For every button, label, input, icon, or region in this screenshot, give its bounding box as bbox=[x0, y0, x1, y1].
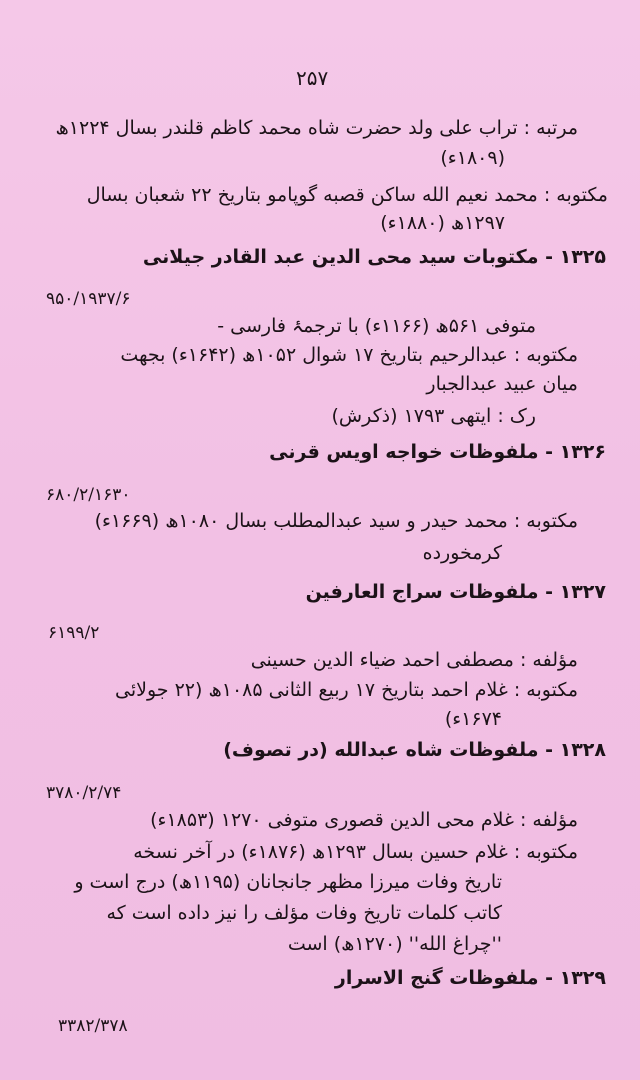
entry-1325-line-4: رک : ایتهی ۱۷۹۳ (ذکرش) bbox=[331, 405, 536, 427]
entry-1327-title: ۱۳۲۷ - ملفوظات سراج العارفین bbox=[305, 581, 606, 603]
entry-1327-line-3: ۱۶۷۴ء) bbox=[444, 708, 502, 730]
copyist-line-1: مرتبه : تراب علی ولد حضرت شاه محمد کاظم قلندر بسال ۱۲۲۴ھ bbox=[55, 117, 578, 139]
entry-1328-line-2: مکتوبه : غلام حسین بسال ۱۲۹۳ھ (۱۸۷۶ء) در آخر نسخه bbox=[133, 841, 578, 863]
entry-1328-accession: ۳۷۸۰/۲/۷۴ bbox=[46, 783, 122, 803]
entry-1328-line-3: تاریخ وفات میرزا مظهر جانجانان (۱۱۹۵ھ) درج است و bbox=[74, 871, 502, 893]
entry-1327-line-2: مکتوبه : غلام احمد بتاریخ ۱۷ ربیع الثانی ۱۰۸۵ھ (۲۲ جولائی bbox=[115, 679, 578, 701]
entry-1329-accession: ۳۳۸۲/۳۷۸ bbox=[58, 1016, 128, 1036]
copyist-line-2: (۱۸۰۹ء) bbox=[440, 147, 505, 169]
entry-1327-accession: ۶۱۹۹/۲ bbox=[48, 623, 100, 643]
entry-1328-title: ۱۳۲۸ - ملفوظات شاه عبدالله (در تصوف) bbox=[223, 739, 606, 761]
scribe-line-2: ۱۲۹۷ھ (۱۸۸۰ء) bbox=[380, 212, 505, 234]
entry-1326-line-1: مکتوبه : محمد حیدر و سید عبدالمطلب بسال ۱۰۸۰ھ (۱۶۶۹ء) bbox=[94, 510, 578, 532]
entry-1325-title: ۱۳۲۵ - مکتوبات سید محی الدین عبد القادر جیلانی bbox=[142, 246, 606, 268]
entry-1328-line-4: کاتب کلمات تاریخ وفات مؤلف را نیز داده است که bbox=[106, 902, 502, 924]
entry-1326-accession: ۶۸۰/۲/۱۶۳۰ bbox=[46, 485, 131, 505]
entry-1328-line-1: مؤلفه : غلام محی الدین قصوری متوفی ۱۲۷۰ (۱۸۵۳ء) bbox=[150, 809, 578, 831]
entry-1325-line-3: میان عبید عبدالجبار bbox=[426, 373, 578, 395]
entry-1326-title: ۱۳۲۶ - ملفوظات خواجه اویس قرنی bbox=[269, 441, 606, 463]
page-number: ۲۵۷ bbox=[296, 66, 329, 90]
entry-1325-line-2: مکتوبه : عبدالرحیم بتاریخ ۱۷ شوال ۱۰۵۲ھ (۱۶۴۲ء) بجهت bbox=[120, 344, 578, 366]
entry-1329-title: ۱۳۲۹ - ملفوظات گنج الاسرار bbox=[334, 967, 606, 989]
entry-1327-line-1: مؤلفه : مصطفی احمد ضیاء الدین حسینی bbox=[250, 649, 578, 671]
entry-1325-accession: ۹۵۰/۱۹۳۷/۶ bbox=[46, 289, 131, 309]
entry-1325-line-1: متوفی ۵۶۱ھ (۱۱۶۶ء) با ترجمۂ فارسی - bbox=[217, 315, 536, 337]
entry-1326-line-2: کرمخورده bbox=[422, 542, 502, 564]
scribe-line-1: مکتوبه : محمد نعیم الله ساکن قصبه گوپامو بتاریخ ۲۲ شعبان بسال bbox=[86, 184, 608, 206]
entry-1328-line-5: ''چراغ الله'' (۱۲۷۰ھ) است bbox=[287, 933, 502, 955]
